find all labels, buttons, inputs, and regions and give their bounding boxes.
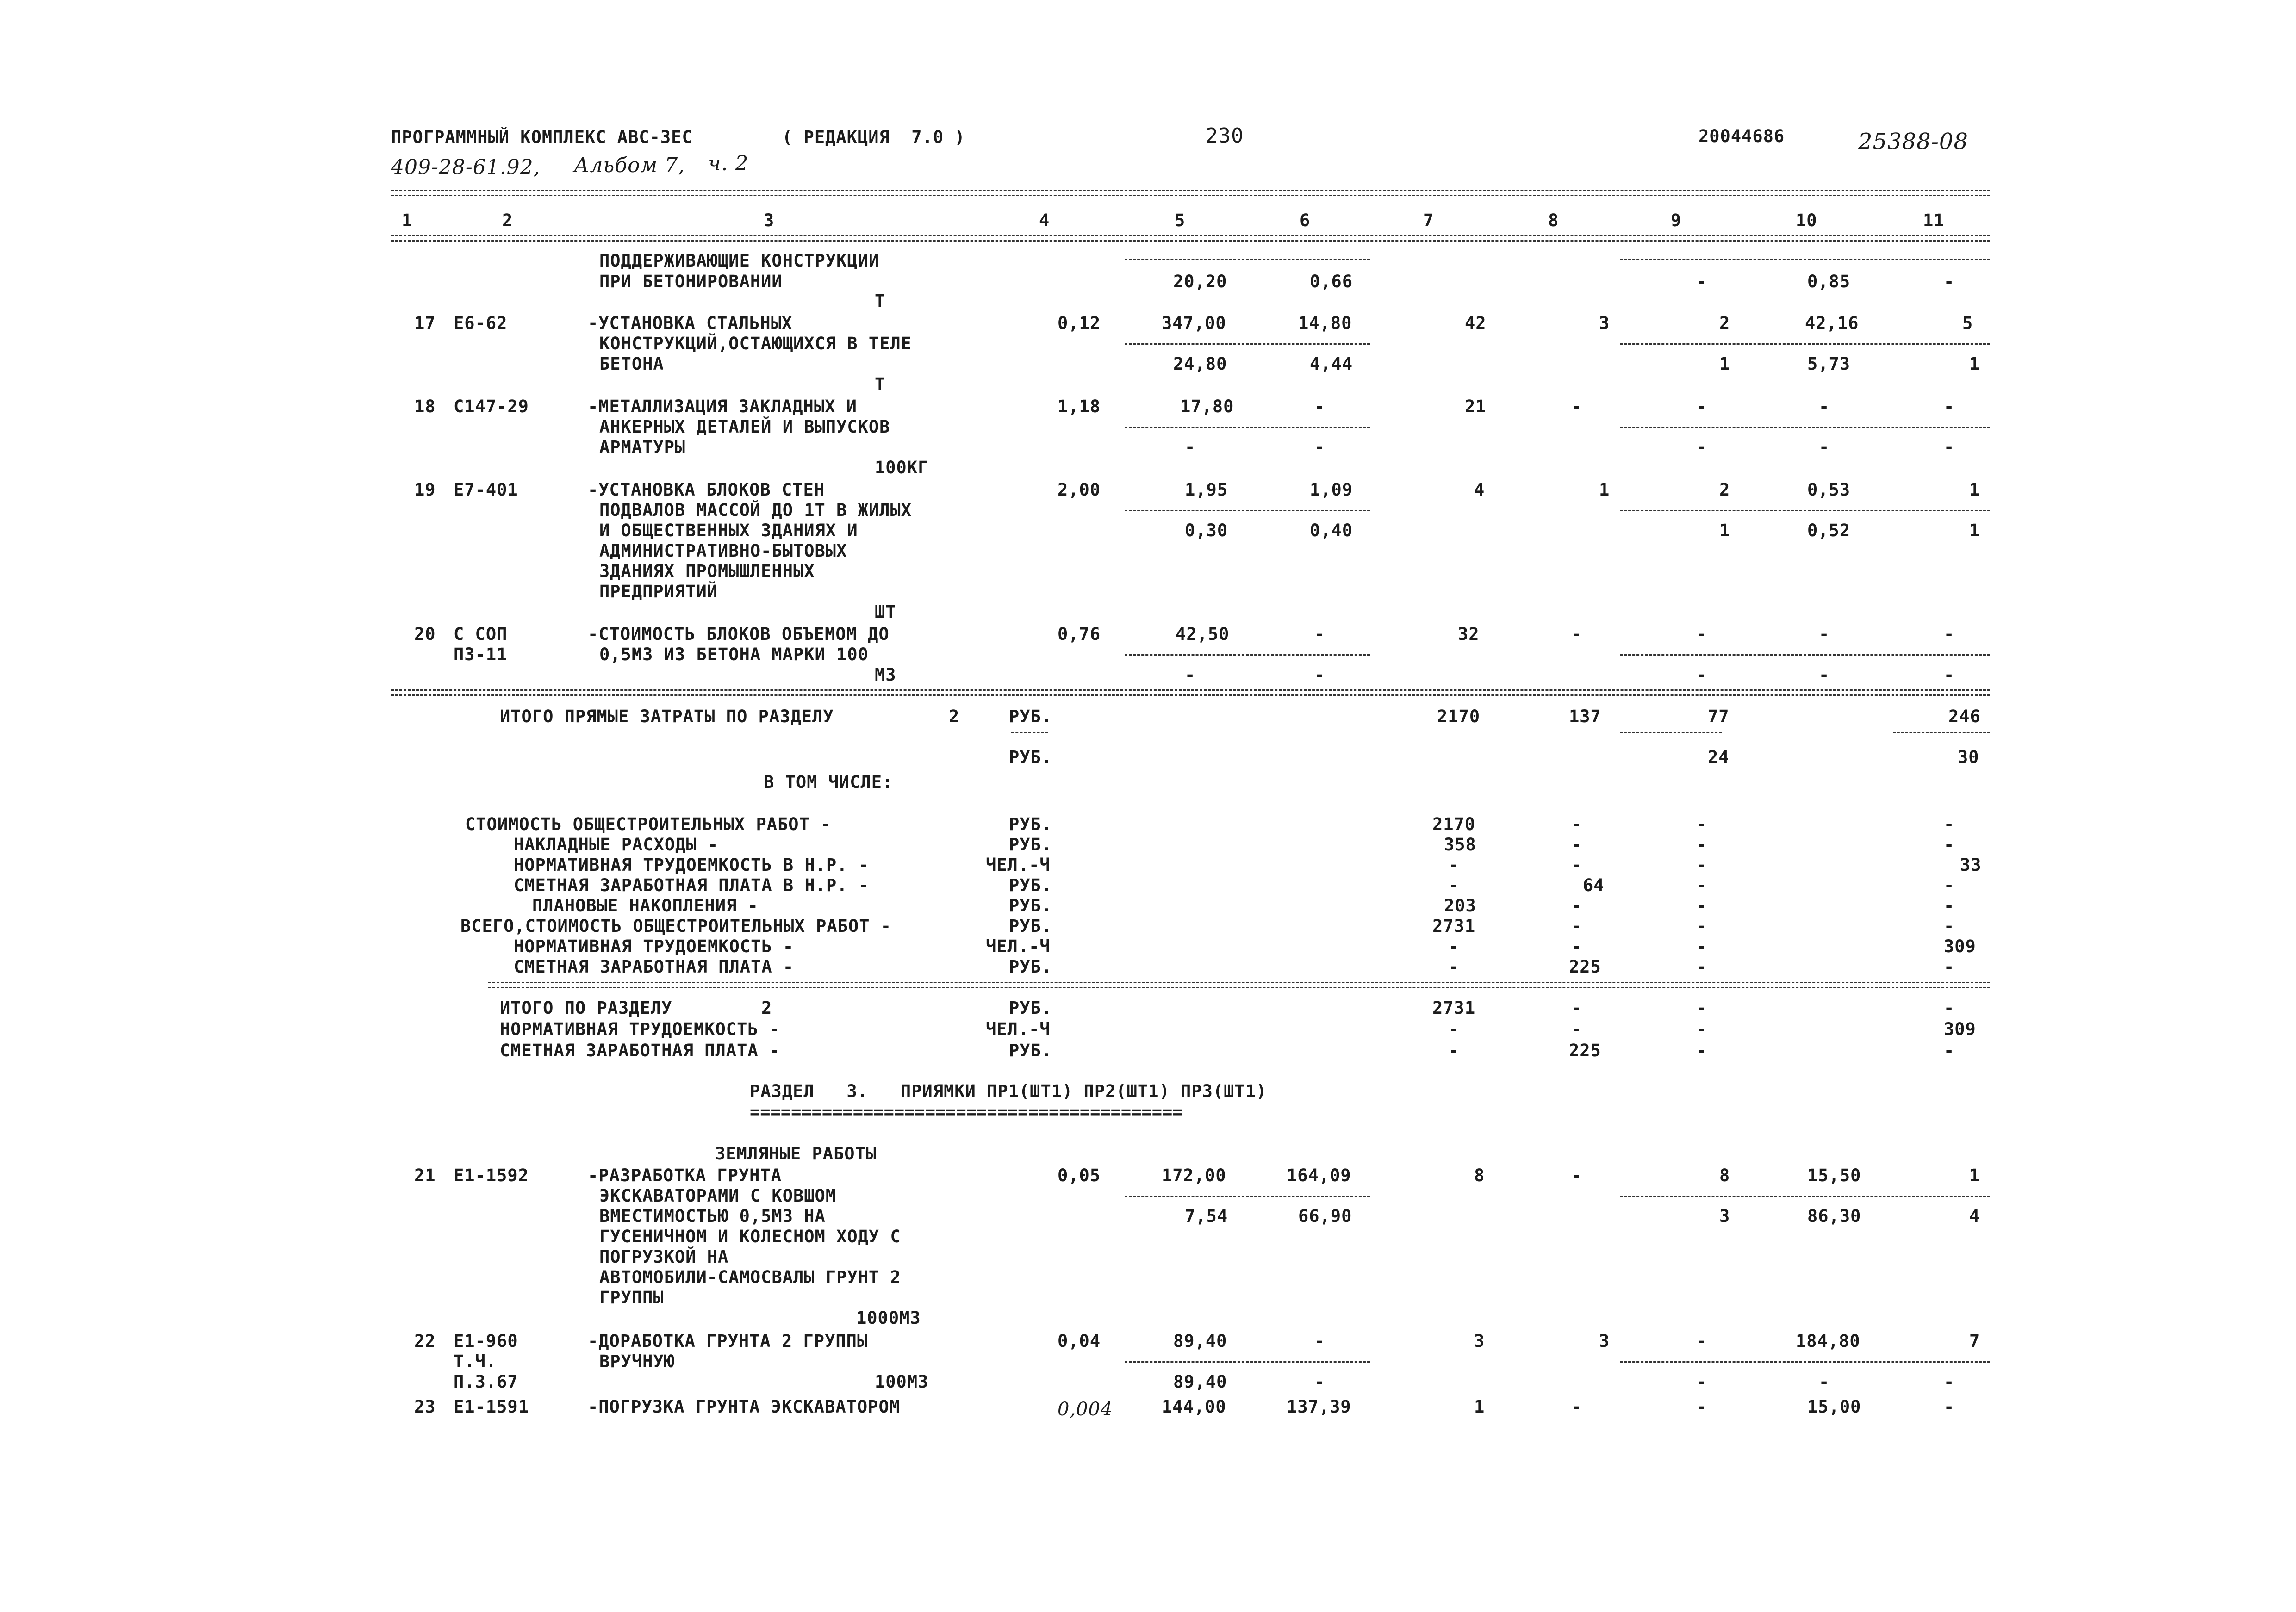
item-description: ПРЕДПРИЯТИЙ (599, 582, 718, 601)
cell-col8: 3 (1599, 313, 1610, 333)
cell-col5: 20,20 (1173, 272, 1227, 291)
summary-col11: - (1944, 957, 1955, 977)
col-header-7: 7 (1423, 211, 1434, 230)
cell-col10: - (1819, 397, 1830, 416)
document-code: 20044686 (1699, 126, 1785, 146)
summary-col7: 2170 (1432, 814, 1476, 834)
item-description: ЗДАНИЯХ ПРОМЫШЛЕННЫХ (599, 561, 815, 581)
rate-code: Е1-1591 (454, 1397, 529, 1417)
cell-col11: 1 (1969, 1166, 1980, 1185)
row-number: 20 (414, 624, 436, 644)
cell-col10: 0,52 (1807, 521, 1851, 540)
item-description: АНКЕРНЫХ ДЕТАЛЕЙ И ВЫПУСКОВ (599, 417, 890, 437)
result-col7: 2731 (1432, 998, 1476, 1018)
col-header-3: 3 (764, 211, 775, 230)
cell-col4: 0,05 (1058, 1166, 1101, 1185)
item-description: -УСТАНОВКА БЛОКОВ СТЕН (588, 480, 825, 500)
cell-col4: 1,18 (1058, 397, 1101, 416)
item-description: И ОБЩЕСТВЕННЫХ ЗДАНИЯХ И (599, 521, 858, 540)
item-description: -ПОГРУЗКА ГРУНТА ЭКСКАВАТОРОМ (588, 1397, 901, 1417)
summary-col11: 309 (1944, 936, 1976, 956)
cell-col9: - (1696, 272, 1707, 291)
cell-col9: 2 (1719, 480, 1730, 500)
item-description: БЕТОНА (599, 354, 664, 374)
cell-col11: - (1944, 272, 1955, 291)
summary-col11: - (1944, 916, 1955, 936)
item-description: -РАЗРАБОТКА ГРУНТА (588, 1166, 782, 1185)
summary-col9: - (1696, 875, 1707, 895)
cell-col7: 32 (1458, 624, 1480, 644)
result-col9: - (1696, 1019, 1707, 1039)
summary-col7: - (1449, 936, 1460, 956)
cell-col9: - (1696, 397, 1707, 416)
result-col8: 225 (1569, 1041, 1601, 1060)
cell-col5: 1,95 (1185, 480, 1228, 500)
cell-col6: 4,44 (1310, 354, 1353, 374)
item-unit: 100КГ (875, 458, 929, 477)
cell-col6: - (1314, 397, 1325, 416)
item-unit: М3 (875, 665, 896, 685)
cell-rule (1011, 732, 1048, 733)
item-description: АДМИНИСТРАТИВНО-БЫТОВЫХ (599, 541, 847, 561)
col-header-8: 8 (1548, 211, 1559, 230)
cell-col10: - (1819, 1372, 1830, 1392)
cell-rule (1620, 1196, 1990, 1197)
cell-col10: 86,30 (1807, 1206, 1861, 1226)
item-description: 0,5М3 ИЗ БЕТОНА МАРКИ 100 (599, 645, 869, 664)
cell-col9: 3 (1719, 1206, 1730, 1226)
col-header-1: 1 (402, 211, 413, 230)
cell-col5: 172,00 (1162, 1166, 1226, 1185)
row-number: 18 (414, 397, 436, 416)
cell-rule (1125, 510, 1370, 511)
cell-col6: - (1314, 624, 1325, 644)
cell-rule (1893, 732, 1990, 733)
summary-col7: 2731 (1432, 916, 1476, 936)
part-label: ч. 2 (708, 152, 749, 175)
cell-col10: 0,85 (1807, 272, 1851, 291)
summary-col7: 203 (1444, 896, 1476, 916)
summary-unit: РУБ. (1009, 916, 1052, 936)
header-rule-bottom (391, 235, 1990, 242)
rate-code: Е1-1592 (454, 1166, 529, 1185)
item-unit: 100М3 (875, 1372, 929, 1392)
cell-col5: 24,80 (1173, 354, 1227, 374)
summary-col8: - (1571, 896, 1582, 916)
summary-label: ПЛАНОВЫЕ НАКОПЛЕНИЯ - (532, 896, 759, 916)
cell-rule (1125, 1196, 1370, 1197)
item-description: АРМАТУРЫ (599, 437, 686, 457)
item-description: ВМЕСТИМОСТЬЮ 0,5М3 НА (599, 1206, 826, 1226)
result-col8: - (1571, 998, 1582, 1018)
summary-col11: - (1944, 835, 1955, 855)
summary-col11: - (1944, 896, 1955, 916)
cell-rule (1620, 427, 1990, 428)
summary-unit: РУБ. (1009, 896, 1052, 916)
cell-col8: - (1571, 1397, 1582, 1417)
result-col8: - (1571, 1019, 1582, 1039)
cell-rule (1620, 654, 1990, 656)
section-total-label: ИТОГО ПРЯМЫЕ ЗАТРАТЫ ПО РАЗДЕЛУ (500, 707, 834, 726)
item-description: ПОГРУЗКОЙ НА (599, 1247, 729, 1267)
item-unit: Т (875, 291, 886, 311)
summary-col9: - (1696, 936, 1707, 956)
cell-col6: - (1314, 437, 1325, 457)
cell-col6: 14,80 (1298, 313, 1352, 333)
summary-col9: - (1696, 855, 1707, 875)
col-header-11: 11 (1923, 211, 1945, 230)
edition-label: ( РЕДАКЦИЯ 7.0 ) (782, 127, 965, 147)
cell-col9: - (1696, 665, 1707, 685)
cell-rule (1620, 732, 1722, 733)
summary-col7: - (1449, 855, 1460, 875)
section-total-col11: 30 (1958, 747, 1979, 767)
section-rule (391, 689, 1990, 696)
cell-col9: - (1696, 1397, 1707, 1417)
cell-col6: 1,09 (1310, 480, 1353, 500)
rate-code: Е7-401 (454, 480, 518, 500)
cell-col9: - (1696, 1372, 1707, 1392)
result-unit: РУБ. (1009, 998, 1052, 1018)
cell-col8: - (1571, 1166, 1582, 1185)
summary-unit: ЧЕЛ.-Ч (986, 936, 1051, 956)
cell-col9: 8 (1719, 1166, 1730, 1185)
cell-rule (1620, 1361, 1990, 1363)
cell-col6: 0,66 (1310, 272, 1353, 291)
cell-col7: 42 (1465, 313, 1487, 333)
cell-col8: - (1571, 624, 1582, 644)
item-unit: 1000М3 (856, 1308, 921, 1328)
col-header-2: 2 (502, 211, 513, 230)
cell-col9: 1 (1719, 354, 1730, 374)
cell-col11: - (1944, 1397, 1955, 1417)
section-total-col9: 24 (1708, 747, 1730, 767)
item-unit: Т (875, 374, 886, 394)
cell-col9: 1 (1719, 521, 1730, 540)
result-col11: 309 (1944, 1019, 1976, 1039)
cell-col11: 1 (1969, 354, 1980, 374)
cell-col4: 0,12 (1058, 313, 1101, 333)
cell-col9: - (1696, 1331, 1707, 1351)
summary-label: СМЕТНАЯ ЗАРАБОТНАЯ ПЛАТА В Н.Р. - (514, 875, 870, 895)
col-header-10: 10 (1796, 211, 1817, 230)
item-description: ГРУППЫ (599, 1288, 664, 1308)
cell-col10: 0,53 (1807, 480, 1851, 500)
item-description: -СТОИМОСТЬ БЛОКОВ ОБЪЕМОМ ДО (588, 624, 890, 644)
section-total-col7: 2170 (1437, 707, 1481, 726)
summary-unit: РУБ. (1009, 875, 1052, 895)
cell-col11: 4 (1969, 1206, 1980, 1226)
cell-col5: 144,00 (1162, 1397, 1226, 1417)
row-number: 23 (414, 1397, 436, 1417)
cell-rule (1620, 343, 1990, 345)
cell-col8: 3 (1599, 1331, 1610, 1351)
summary-col11: - (1944, 875, 1955, 895)
summary-label: СМЕТНАЯ ЗАРАБОТНАЯ ПЛАТА - (514, 957, 794, 977)
cell-col10: - (1819, 624, 1830, 644)
summary-unit: ЧЕЛ.-Ч (986, 855, 1051, 875)
summary-col8: - (1571, 936, 1582, 956)
row-number: 19 (414, 480, 436, 500)
item-description: ЭКСКАВАТОРАМИ С КОВШОМ (599, 1186, 837, 1206)
cell-rule (1125, 427, 1370, 428)
summary-col8: - (1571, 855, 1582, 875)
section-3-title: РАЗДЕЛ 3. ПРИЯМКИ ПР1(ШТ1) ПР2(ШТ1) ПР3(ШТ1) (750, 1081, 1267, 1101)
program-title: ПРОГРАММНЫЙ КОМПЛЕКС АВС-3ЕС (391, 127, 693, 147)
cell-col7: 4 (1474, 480, 1485, 500)
rate-code: П.3.67 (454, 1372, 518, 1392)
result-col7: - (1449, 1019, 1460, 1039)
cell-col9: - (1696, 624, 1707, 644)
summary-col9: - (1696, 916, 1707, 936)
cell-rule (1125, 259, 1370, 260)
result-unit: РУБ. (1009, 1041, 1052, 1060)
album-label: Альбом 7, (574, 154, 685, 177)
section-total-col9: 77 (1708, 707, 1730, 726)
cell-col10: - (1819, 665, 1830, 685)
cell-col11: 7 (1969, 1331, 1980, 1351)
section-3-underline: ========================================== (750, 1102, 1183, 1122)
cell-col6: - (1314, 665, 1325, 685)
rate-code: Е1-960 (454, 1331, 518, 1351)
summary-col7: - (1449, 957, 1460, 977)
summary-col9: - (1696, 814, 1707, 834)
cell-rule (1125, 343, 1370, 345)
cell-col4: 0,76 (1058, 624, 1101, 644)
row-number: 17 (414, 313, 436, 333)
summary-label: НОРМАТИВНАЯ ТРУДОЕМКОСТЬ В Н.Р. - (514, 855, 870, 875)
result-section-number: 2 (761, 998, 772, 1018)
project-reference: 409-28-61.92, (391, 155, 541, 179)
result-col7: - (1449, 1041, 1460, 1060)
cell-rule (1620, 510, 1990, 511)
summary-col9: - (1696, 835, 1707, 855)
summary-label: НОРМАТИВНАЯ ТРУДОЕМКОСТЬ - (514, 936, 794, 956)
result-col9: - (1696, 998, 1707, 1018)
cell-col5: 89,40 (1173, 1372, 1227, 1392)
item-description: АВТОМОБИЛИ-САМОСВАЛЫ ГРУНТ 2 (599, 1267, 901, 1287)
cell-rule (1620, 259, 1990, 260)
summary-unit: РУБ. (1009, 957, 1052, 977)
section-total-unit: РУБ. (1009, 747, 1052, 767)
page-number: 230 (1206, 124, 1244, 148)
cell-col6: 66,90 (1298, 1206, 1352, 1226)
result-label: СМЕТНАЯ ЗАРАБОТНАЯ ПЛАТА - (500, 1041, 780, 1060)
cell-col11: - (1944, 1372, 1955, 1392)
summary-label: ВСЕГО,СТОИМОСТЬ ОБЩЕСТРОИТЕЛЬНЫХ РАБОТ - (460, 916, 892, 936)
cell-col5: 17,80 (1180, 397, 1234, 416)
rate-code: Т.Ч. (454, 1352, 497, 1371)
item-description: ВРУЧНУЮ (599, 1352, 675, 1371)
cell-col11: - (1944, 397, 1955, 416)
col-header-9: 9 (1671, 211, 1682, 230)
cell-col4: 0,04 (1058, 1331, 1101, 1351)
cell-col5: 347,00 (1162, 313, 1226, 333)
cell-col11: 1 (1969, 521, 1980, 540)
cell-col6: - (1314, 1331, 1325, 1351)
rate-code: Е6-62 (454, 313, 508, 333)
cell-col8: - (1571, 397, 1582, 416)
cell-col5: 0,30 (1185, 521, 1228, 540)
rate-code: С147-29 (454, 397, 529, 416)
section-rule (488, 982, 1990, 988)
row-number: 22 (414, 1331, 436, 1351)
cell-col10: 184,80 (1796, 1331, 1860, 1351)
result-col11: - (1944, 998, 1955, 1018)
cell-col5: 7,54 (1185, 1206, 1228, 1226)
cell-col10: 42,16 (1805, 313, 1859, 333)
section-total-unit: РУБ. (1009, 707, 1052, 726)
cell-col6: 0,40 (1310, 521, 1353, 540)
summary-label: СТОИМОСТЬ ОБЩЕСТРОИТЕЛЬНЫХ РАБОТ - (465, 814, 832, 834)
section-total-number: 2 (949, 707, 960, 726)
cell-col10: 5,73 (1807, 354, 1851, 374)
item-description: -УСТАНОВКА СТАЛЬНЫХ (588, 313, 793, 333)
cell-col11: - (1944, 624, 1955, 644)
summary-col8: 64 (1583, 875, 1605, 895)
summary-col8: - (1571, 814, 1582, 834)
cell-col11: 5 (1962, 313, 1973, 333)
cell-col11: 1 (1969, 480, 1980, 500)
item-description: ПОДВАЛОВ МАССОЙ ДО 1Т В ЖИЛЫХ (599, 500, 912, 520)
row-number: 21 (414, 1166, 436, 1185)
col-header-5: 5 (1175, 211, 1186, 230)
including-label: В ТОМ ЧИСЛЕ: (764, 772, 893, 792)
section-total-col11: 246 (1948, 707, 1981, 726)
result-col11: - (1944, 1041, 1955, 1060)
summary-col9: - (1696, 957, 1707, 977)
cell-col6: 164,09 (1287, 1166, 1351, 1185)
item-description: ПОДДЕРЖИВАЮЩИЕ КОНСТРУКЦИИ (599, 251, 880, 271)
result-col9: - (1696, 1041, 1707, 1060)
cell-col7: 1 (1474, 1397, 1485, 1417)
summary-label: НАКЛАДНЫЕ РАСХОДЫ - (514, 835, 719, 855)
summary-col9: - (1696, 896, 1707, 916)
result-label: ИТОГО ПО РАЗДЕЛУ (500, 998, 672, 1018)
summary-col8: 225 (1569, 957, 1601, 977)
summary-col7: 358 (1444, 835, 1476, 855)
section-3-subtitle: ЗЕМЛЯНЫЕ РАБОТЫ (715, 1144, 877, 1164)
cell-col10: 15,00 (1807, 1397, 1861, 1417)
item-description: -ДОРАБОТКА ГРУНТА 2 ГРУППЫ (588, 1331, 868, 1351)
cell-col5: 42,50 (1176, 624, 1230, 644)
result-unit: ЧЕЛ.-Ч (986, 1019, 1051, 1039)
cell-col5: - (1185, 665, 1196, 685)
summary-col8: - (1571, 916, 1582, 936)
rate-code: С СОП (454, 624, 508, 644)
item-description: -МЕТАЛЛИЗАЦИЯ ЗАКЛАДНЫХ И (588, 397, 857, 416)
summary-col11: 33 (1960, 855, 1982, 875)
summary-unit: РУБ. (1009, 814, 1052, 834)
cell-col7: 8 (1474, 1166, 1485, 1185)
item-description: ПРИ БЕТОНИРОВАНИИ (599, 272, 783, 291)
section-total-col8: 137 (1569, 707, 1601, 726)
cell-rule (1125, 654, 1370, 656)
cell-col4: 2,00 (1058, 480, 1101, 500)
cell-col11: - (1944, 437, 1955, 457)
summary-col8: - (1571, 835, 1582, 855)
col-header-6: 6 (1300, 211, 1311, 230)
item-description: ГУСЕНИЧНОМ И КОЛЕСНОМ ХОДУ С (599, 1227, 901, 1246)
cell-col10: - (1819, 437, 1830, 457)
cell-col5: 89,40 (1173, 1331, 1227, 1351)
handwritten-stamp: 25388-08 (1858, 129, 1968, 155)
cell-col9: 2 (1719, 313, 1730, 333)
cell-rule (1125, 1361, 1370, 1363)
cell-col4: 0,004 (1058, 1399, 1113, 1420)
item-description: КОНСТРУКЦИЙ,ОСТАЮЩИХСЯ В ТЕЛЕ (599, 334, 912, 353)
summary-col7: - (1449, 875, 1460, 895)
cell-col11: - (1944, 665, 1955, 685)
summary-col11: - (1944, 814, 1955, 834)
item-unit: ШТ (875, 602, 896, 622)
cell-col6: - (1314, 1372, 1325, 1392)
cell-col10: 15,50 (1807, 1166, 1861, 1185)
col-header-4: 4 (1039, 211, 1050, 230)
summary-unit: РУБ. (1009, 835, 1052, 855)
cell-col8: 1 (1599, 480, 1610, 500)
result-label: НОРМАТИВНАЯ ТРУДОЕМКОСТЬ - (500, 1019, 780, 1039)
cell-col5: - (1185, 437, 1196, 457)
cell-col9: - (1696, 437, 1707, 457)
header-rule-top (391, 190, 1990, 196)
cell-col7: 21 (1465, 397, 1487, 416)
cell-col6: 137,39 (1287, 1397, 1351, 1417)
cell-col7: 3 (1474, 1331, 1485, 1351)
rate-code: ПЗ-11 (454, 645, 508, 664)
